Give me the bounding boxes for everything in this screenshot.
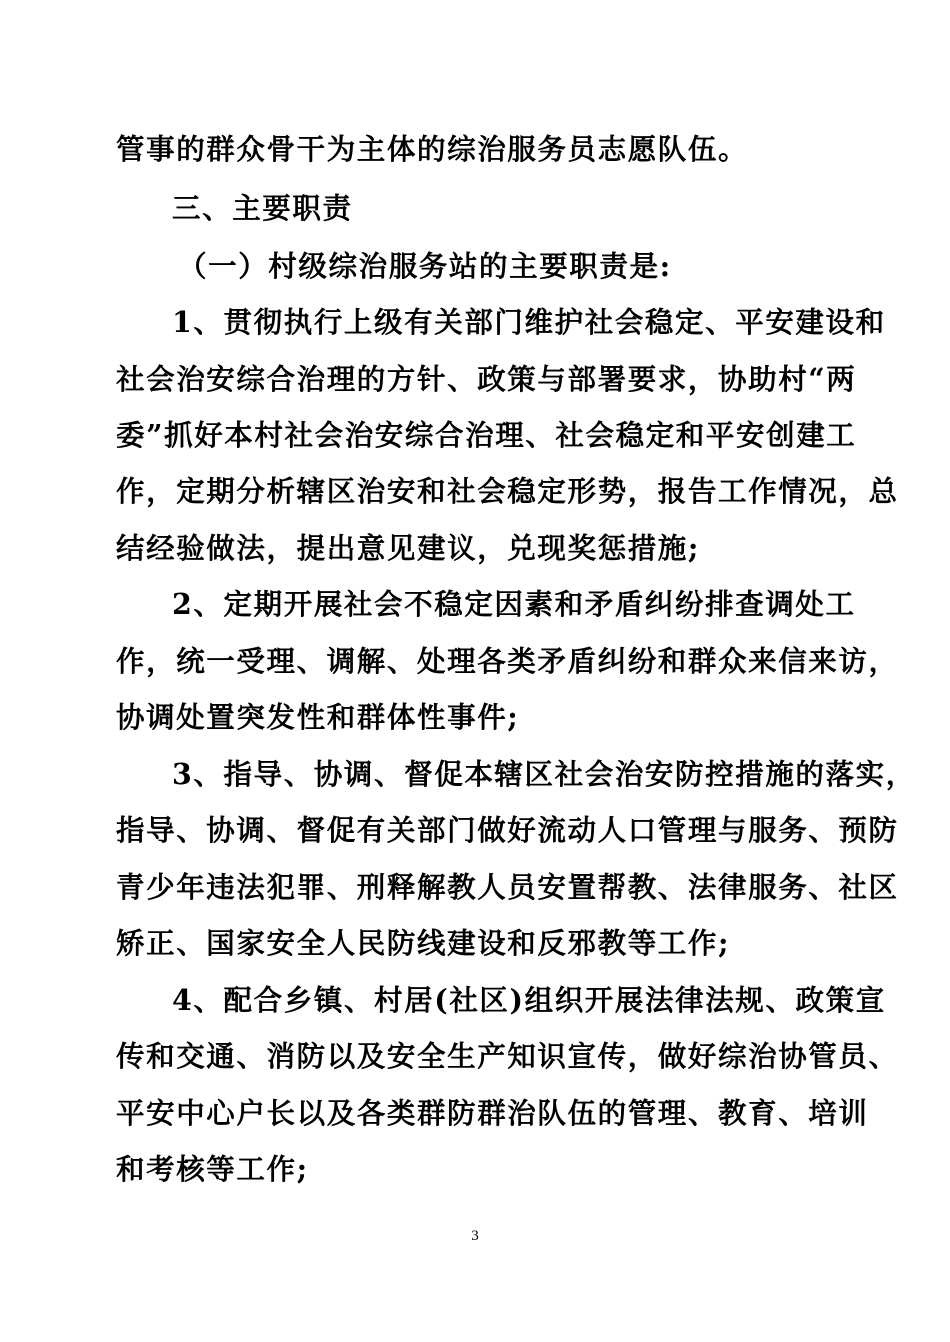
paragraph-line: 传和交通、消防以及安全生产知识宣传，做好综治协管员、	[116, 1039, 899, 1073]
paragraph-line: 作，定期分析辖区治安和社会稳定形势，报告工作情况，总	[116, 474, 899, 508]
paragraph-line: 1、贯彻执行上级有关部门维护社会稳定、平安建设和	[172, 305, 886, 339]
paragraph-line: 社会治安综合治理的方针、政策与部署要求，协助村“两	[116, 362, 857, 396]
paragraph-line: 3、指导、协调、督促本辖区社会治安防控措施的落实，	[172, 757, 916, 791]
page-number: 3	[471, 1228, 479, 1244]
paragraph-line: 平安中心户长以及各类群防群治队伍的管理、教育、培训	[116, 1096, 869, 1130]
paragraph-line: 矫正、国家安全人民防线建设和反邪教等工作;	[116, 926, 731, 960]
paragraph-line: 委”抓好本村社会治安综合治理、社会稳定和平安创建工	[116, 418, 857, 452]
paragraph-line: 作，统一受理、调解、处理各类矛盾纠纷和群众来信来访，	[116, 644, 899, 678]
paragraph-line: 4、配合乡镇、村居(社区)组织开展法律法规、政策宣	[172, 983, 886, 1017]
subsection-heading: （一）村级综治服务站的主要职责是:	[178, 249, 672, 283]
paragraph-line: 青少年违法犯罪、刑释解教人员安置帮教、法律服务、社区	[116, 870, 899, 904]
paragraph-line: 结经验做法，提出意见建议，兑现奖惩措施;	[116, 531, 701, 565]
paragraph-line: 2、定期开展社会不稳定因素和矛盾纠纷排查调处工	[172, 587, 856, 621]
paragraph-line: 指导、协调、督促有关部门做好流动人口管理与服务、预防	[116, 813, 899, 847]
paragraph-line: 和考核等工作;	[116, 1152, 309, 1186]
section-heading: 三、主要职责	[172, 191, 353, 225]
paragraph-line: 管事的群众骨干为主体的综治服务员志愿队伍。	[116, 132, 749, 166]
paragraph-line: 协调处置突发性和群体性事件;	[116, 700, 520, 734]
